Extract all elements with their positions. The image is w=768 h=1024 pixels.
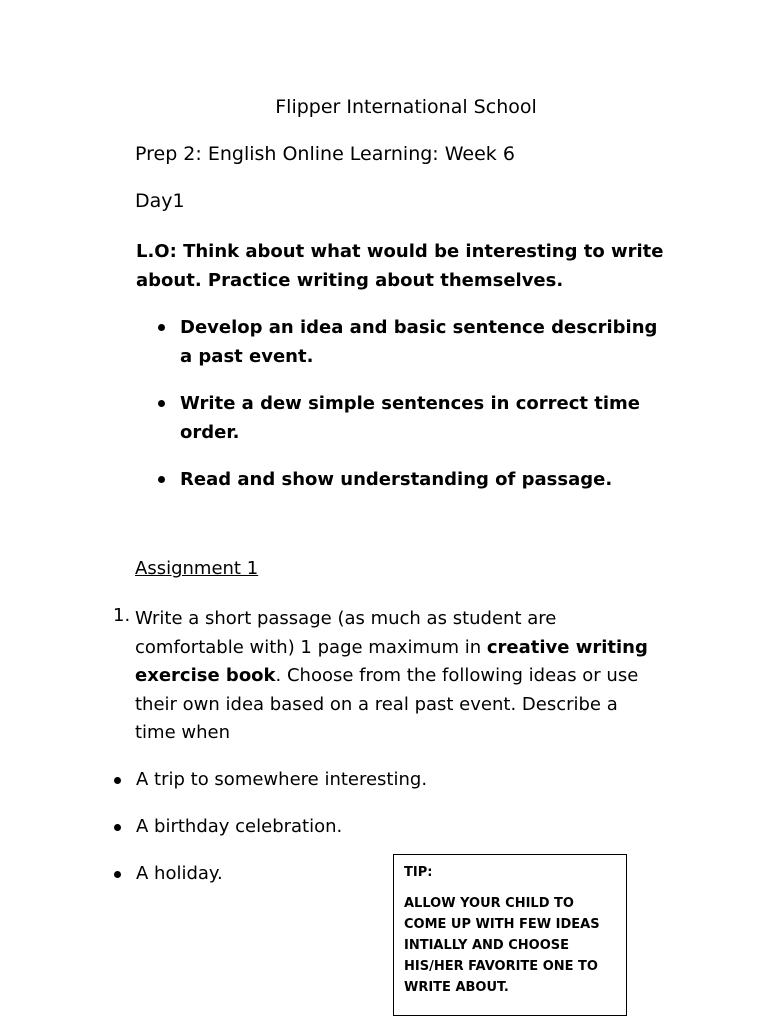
question-text (135, 605, 657, 748)
objective-text: Read and show understanding of passage. (180, 469, 613, 490)
objective-item (136, 313, 666, 371)
bullet-icon (158, 324, 165, 331)
objective-item (136, 389, 666, 447)
day-label: Day1 (135, 190, 185, 212)
objective-item (136, 465, 666, 494)
idea-text: A birthday celebration. (136, 816, 343, 837)
bullet-icon (158, 400, 165, 407)
tip-text: ALLOW YOUR CHILD TO COME UP WITH FEW IDEAS INTIALLY AND CHOOSE HIS/HER FAVORITE ONE TO WRITE ABOUT. (404, 896, 600, 995)
bullet-icon (158, 476, 165, 483)
course-heading: Prep 2: English Online Learning: Week 6 (135, 143, 515, 165)
objectives-list (136, 313, 666, 512)
idea-item (111, 766, 491, 813)
question-text-part1: Write a short passage (as much as student are comfortable with) 1 page maximum in (135, 608, 557, 658)
assignment-heading: Assignment 1 (135, 558, 259, 579)
objective-text: Develop an idea and basic sentence describing a past event. (180, 317, 658, 367)
bullet-icon (114, 824, 121, 831)
bullet-icon (114, 871, 121, 878)
objective-text: Write a dew simple sentences in correct time order. (180, 393, 640, 443)
learning-objective: L.O: Think about what would be interesting to write about. Practice writing about themselves. (136, 241, 664, 291)
idea-text: A holiday. (136, 863, 223, 884)
idea-text: A trip to somewhere interesting. (136, 769, 428, 790)
question-text-part2: . Choose from the following ideas or use their own idea based on a real past event. Describe a time when (135, 665, 639, 743)
bullet-icon (114, 777, 121, 784)
school-title: Flipper International School (275, 96, 537, 118)
question-text-bold: creative writing exercise book (135, 636, 648, 686)
tip-box (393, 854, 627, 1016)
idea-item (111, 813, 491, 860)
question-number: 1. (113, 605, 131, 626)
tip-label: TIP: (404, 865, 433, 880)
